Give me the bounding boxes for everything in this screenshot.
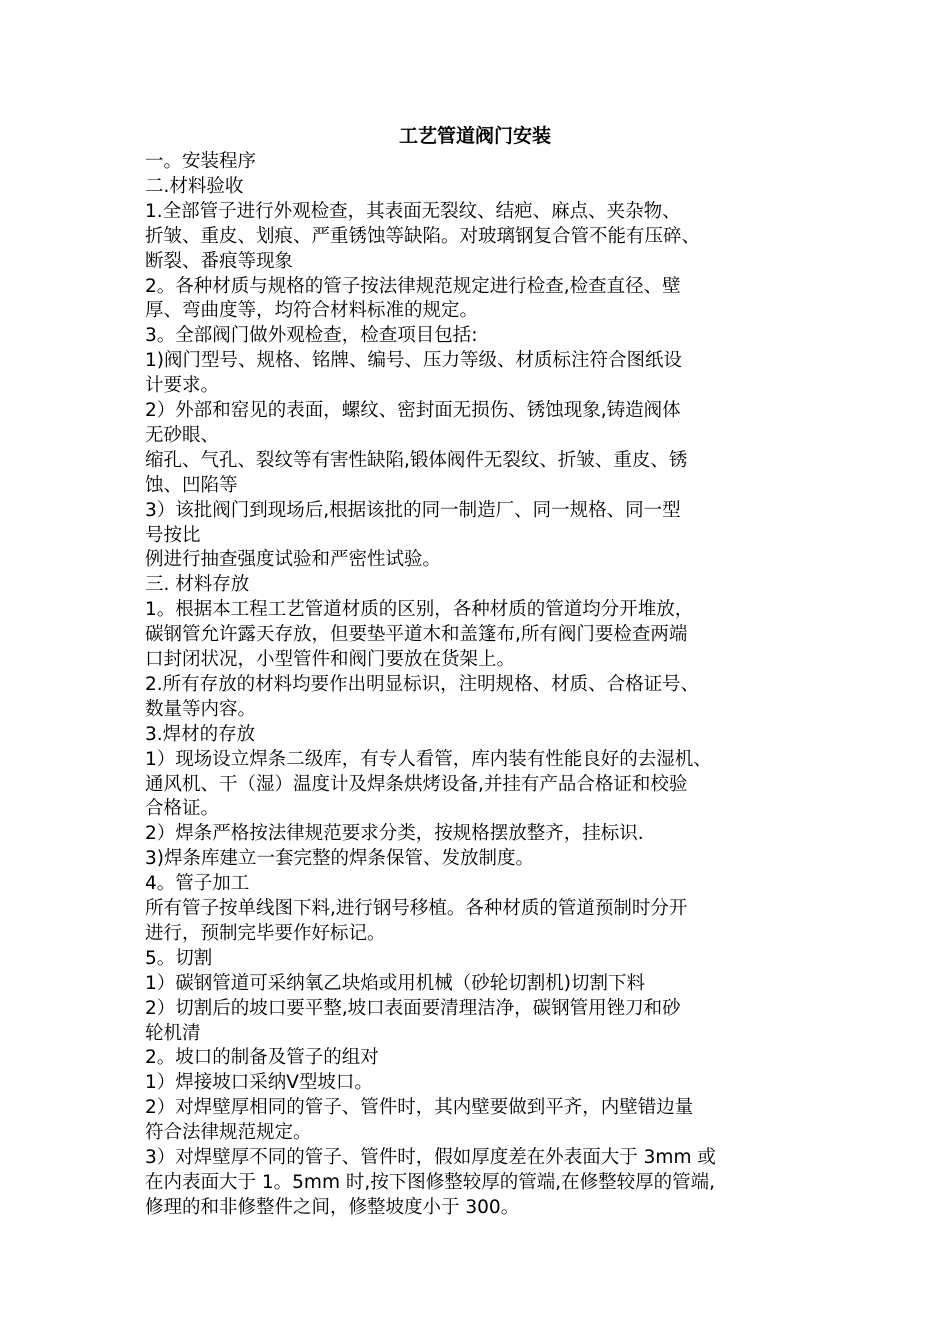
- text-line: 2。各种材质与规格的管子按法律规范规定进行检查,检查直径、壁: [145, 275, 681, 297]
- text-line: 修理的和非修整件之间，修整坡度小于 300。: [145, 1196, 520, 1218]
- document-title: 工艺管道阀门安装: [398, 125, 551, 147]
- text-line: 2.所有存放的材料均要作出明显标识，注明规格、材质、合格证号、: [145, 673, 700, 695]
- text-line: 缩孔、气孔、裂纹等有害性缺陷,锻体阀件无裂纹、折皱、重皮、锈: [145, 449, 688, 471]
- text-line: 无砂眼、: [145, 424, 220, 446]
- text-line: 号按比: [145, 524, 201, 546]
- text-line: 3。全部阀门做外观检查，检查项目包括:: [145, 325, 478, 347]
- text-line: 所有管子按单线图下料,进行钢号移植。各种材质的管道预制时分开: [145, 898, 688, 919]
- text-line: 1)阀门型号、规格、铭牌、编号、压力等级、材质标注符合图纸设: [145, 350, 682, 372]
- text-line: 2）焊条严格按法律规范要求分类，按规格摆放整齐，挂标识.: [145, 823, 644, 845]
- text-line: 2。坡口的制备及管子的组对: [145, 1047, 379, 1069]
- text-line: 蚀、凹陷等: [145, 474, 238, 496]
- text-line: 口封闭状况，小型管件和阀门要放在货架上。: [145, 649, 516, 670]
- text-line: 1）碳钢管道可采纳氧乙块焰或用机械（砂轮切割机)切割下料: [145, 972, 645, 994]
- text-line: 在内表面大于 1。5mm 时,按下图修整较厚的管端,在修整较厚的管端,: [145, 1171, 715, 1193]
- text-line: 例进行抽查强度试验和严密性试验。: [145, 549, 442, 571]
- text-line: 轮机清: [145, 1022, 201, 1044]
- text-line: 1.全部管子进行外观检查，其表面无裂纹、结疤、麻点、夹杂物、: [145, 200, 681, 222]
- text-line: 3）该批阀门到现场后,根据该批的同一制造厂、同一规格、同一型: [145, 499, 681, 521]
- text-line: 折皱、重皮、划痕、严重锈蚀等缺陷。对玻璃钢复合管不能有压碎、: [145, 225, 701, 247]
- text-line: 2）对焊壁厚相同的管子、管件时，其内壁要做到平齐，内壁错边量: [145, 1097, 694, 1119]
- text-line: 符合法律规范规定。: [145, 1122, 312, 1144]
- text-line: 三. 材料存放: [145, 574, 250, 596]
- text-line: 合格证。: [145, 798, 220, 820]
- text-line: 1。根据本工程工艺管道材质的区别，各种材质的管道均分开堆放，: [145, 599, 694, 621]
- text-line: 一。安装程序: [145, 151, 257, 172]
- text-line: 1）现场设立焊条二级库，有专人看管，库内装有性能良好的去湿机、: [145, 748, 712, 770]
- text-line: 厚、弯曲度等，均符合材料标准的规定。: [145, 300, 479, 322]
- text-line: 断裂、番痕等现象: [145, 250, 294, 272]
- text-line: 4。管子加工: [145, 873, 250, 895]
- text-line: 3.焊材的存放: [145, 723, 256, 745]
- text-line: 5。切割: [145, 947, 213, 969]
- text-line: 数量等内容。: [145, 698, 257, 720]
- text-line: 2）切割后的坡口要平整,坡口表面要清理洁净，碳钢管用锉刀和砂: [145, 997, 681, 1019]
- text-line: 3）对焊壁厚不同的管子、管件时，假如厚度差在外表面大于 3mm 或: [145, 1147, 716, 1168]
- text-line: 计要求。: [145, 375, 220, 397]
- text-line: 2）外部和窑见的表面，螺纹、密封面无损伤、锈蚀现象,铸造阀体: [145, 400, 681, 421]
- text-line: 通风机、干（湿）温度计及焊条烘烤设备,并挂有产品合格证和校验: [145, 773, 688, 795]
- text-line: 1）焊接坡口采纳V型坡口。: [145, 1072, 373, 1094]
- text-line: 3)焊条库建立一套完整的焊条保管、发放制度。: [145, 848, 534, 870]
- text-line: 进行，预制完毕要作好标记。: [145, 922, 386, 944]
- text-line: 二.材料验收: [145, 175, 244, 197]
- text-line: 碳钢管允许露天存放，但要垫平道木和盖篷布,所有阀门要检查两端: [145, 624, 688, 646]
